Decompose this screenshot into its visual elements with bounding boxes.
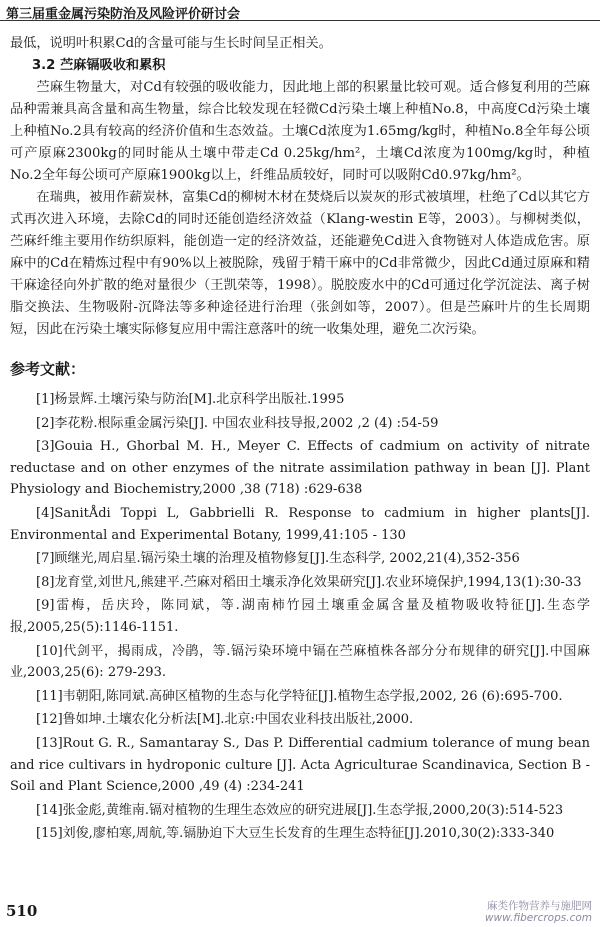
- reference-item: [13]Rout G. R., Samantaray S., Das P. Differential cadmium tolerance of mung bean and rice cultivars in hydroponic culture [J]. Acta Agriculturae Scandinavica, Section B - Soil and Plant Science,2000 ,49 (4) :234-241: [10, 735, 590, 795]
- page-number: 510: [6, 902, 38, 920]
- reference-item: [2]李花粉.根际重金属污染[J]. 中国农业科技导报,2002 ,2 (4) :54-59: [36, 415, 439, 431]
- section-heading: 3.2 苎麻镉吸收和累积: [32, 58, 166, 73]
- paragraph-intro: 最低，说明叶积累Cd的含量可能与生长时间呈正相关。: [10, 36, 332, 51]
- reference-item: [10]代剑平，揭雨成，冷鹃，等.镉污染环境中镉在苎麻植株各部分分布规律的研究[J].中国麻业,2003,25(6): 279-293.: [10, 643, 590, 681]
- watermark-site-name: 麻类作物营养与施肥网: [487, 900, 592, 912]
- reference-item: [1]杨景辉.土壤污染与防治[M].北京科学出版社.1995: [36, 392, 345, 407]
- reference-item: [9]雷梅，岳庆玲，陈同斌，等.湖南柿竹园土壤重金属含量及植物吸收特征[J].生态学报,2005,25(5):1146-1151.: [10, 598, 590, 635]
- header-divider: [0, 20, 600, 21]
- reference-item: [8]龙育堂,刘世凡,熊建平.苎麻对稻田土壤汞净化效果研究[J].农业环境保护,1994,13(1):30-33: [36, 574, 582, 590]
- running-header: [0, 0, 600, 22]
- paragraph-sweden: 在瑞典，被用作薪炭林，富集Cd的柳树木材在焚烧后以炭灰的形式被填埋，杜绝了Cd以其它方式再次进入环境，去除Cd的同时还能创造经济效益（Klang-westin E等，2003）。与柳树类似，苎麻纤维主要用作纺织原料，能创造一定的经济效益，还能避免Cd进入食物链对人体造成危害。原麻中的Cd在精炼过程中有90%以上被脱除，残留于精干麻中的Cd非常微少，因此Cd通过原麻和精干麻途径向外扩散的绝对量很少（王凯荣等，1998）。脱胶废水中的Cd可通过化学沉淀法、离子树脂交换法、生物吸附-沉降法等多种途径进行治理（张剑如等，2007）。但是苎麻叶片的生长周期短，因此在污染土壤实际修复应用中需注意落叶的统一收集处理，避免二次污染。: [10, 190, 590, 337]
- reference-item: [14]张金彪,黄维南.镉对植物的生理生态效应的研究进展[J].生态学报,2000,20(3):514-523: [36, 802, 564, 818]
- watermark-url: www.fibercrops.com: [484, 912, 592, 924]
- reference-item: [3]Gouia H., Ghorbal M. H., Meyer C. Effects of cadmium on activity of nitrate reductase and on other enzymes of the nitrate assimilation pathway in bean [J]. Plant Physiology and Biochemistry,2000 ,38 (718) :629-638: [10, 439, 590, 498]
- reference-item: [7]顾继光,周启星.镉污染土壤的治理及植物修复[J].生态科学, 2002,21(4),352-356: [36, 551, 520, 567]
- paragraph-biomass: 苎麻生物量大，对Cd有较强的吸收能力，因此地上部的积累量比较可观。适合修复利用的苎麻品种需兼具高含量和高生物量，综合比较发现在轻微Cd污染土壤上种植No.8，中高度Cd污染土壤上种植No.2具有较高的经济价值和生态效益。土壤Cd浓度为1.65mg/kg时，种植No.8全年每公顷可产原麻2300kg的同时能从土壤中带走Cd 0.25kg/hm²，土壤Cd浓度为100mg/kg时，种植No.2全年每公顷可产原麻1900kg以上，纤维品质较好，同时可以吸附Cd0.97kg/hm²。: [10, 80, 590, 183]
- page-body: [10, 33, 590, 847]
- site-watermark: [485, 900, 592, 924]
- reference-list: [10, 389, 590, 845]
- references-heading: 参考文献：: [10, 360, 86, 378]
- reference-item: [15]刘俊,廖柏寒,周航,等.镉胁迫下大豆生长发育的生理生态特征[J].2010,30(2):333-340: [36, 826, 555, 842]
- reference-item: [12]鲁如坤.土壤农化分析法[M].北京:中国农业科技出版社,2000.: [36, 712, 414, 728]
- reference-item: [11]韦朝阳,陈同斌.高砷区植物的生态与化学特征[J].植物生态学报,2002, 26 (6):695-700.: [36, 688, 563, 704]
- conference-title: 第三届重金属污染防治及风险评价研讨会: [6, 7, 241, 22]
- reference-item: [4]SanitÅdi Toppi L, Gabbrielli R. Response to cadmium in higher plants[J]. Environmental and Experimental Botany, 1999,41:105 - 130: [10, 505, 590, 543]
